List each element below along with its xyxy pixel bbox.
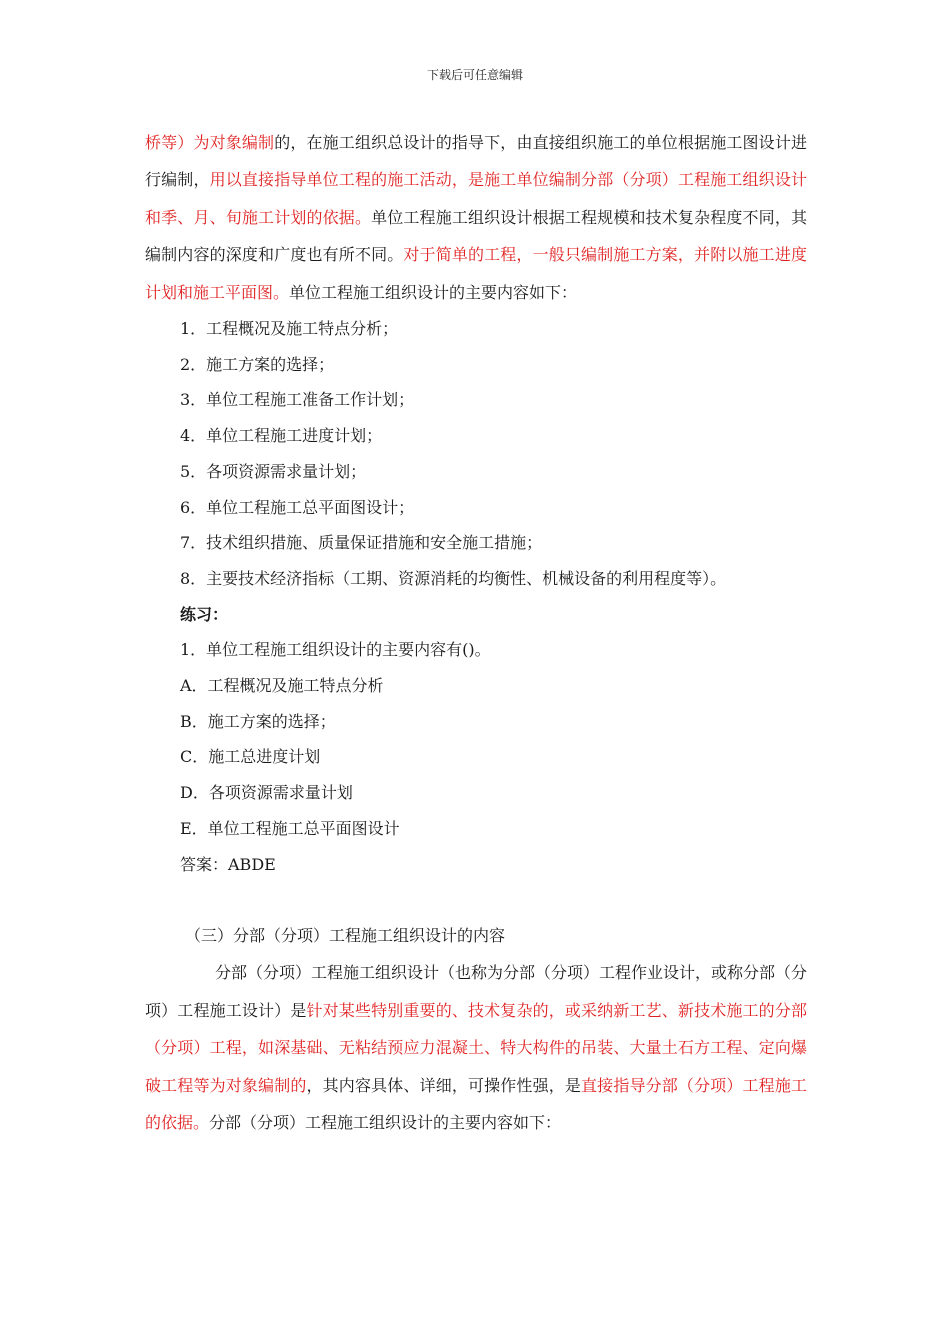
- contents-item: 3．单位工程施工准备工作计划；: [180, 390, 415, 410]
- section-red-2: 直接指导分部（分项）工程施工的依据。: [145, 1075, 807, 1132]
- section-red-1: 针对某些特别重要的、技术复杂的，或采纳新工艺、新技术施工的分部（分项）工程，如深基础、无粘结预应力混凝土、特大构件的吊装、大量土石方工程、定向爆破工程等为对象编制的: [145, 1000, 807, 1095]
- contents-item: 5．各项资源需求量计划；: [180, 461, 367, 481]
- section-title: （三）分部（分项）工程施工组织设计的内容: [185, 926, 506, 946]
- contents-item: 7．技术组织措施、质量保证措施和安全施工措施；: [180, 533, 543, 553]
- exercise-answer: 答案：ABDE: [180, 854, 276, 874]
- exercise-option: E．单位工程施工总平面图设计: [180, 818, 400, 838]
- intro-black-1: 的，在施工组织总设计的指导下，由直接组织施工的单位根据施工图设计进行编制，: [145, 133, 807, 190]
- exercise-title: 练习：: [180, 604, 229, 624]
- exercise-option: C．施工总进度计划: [180, 747, 321, 767]
- intro-red-1: 桥等）为对象编制: [145, 133, 275, 152]
- section-paragraph: [145, 954, 807, 1141]
- contents-list: [145, 311, 807, 597]
- contents-item: 2．施工方案的选择；: [180, 354, 335, 374]
- section-black-1: 分部（分项）工程施工组织设计（也称为分部（分项）工程作业设计，或称分部（分项）工程施工设计）是: [145, 963, 808, 1020]
- section-black-3: 分部（分项）工程施工组织设计的主要内容如下：: [209, 1112, 562, 1132]
- contents-item: 1．工程概况及施工特点分析；: [180, 319, 399, 339]
- contents-item: 8．主要技术经济指标（工期、资源消耗的均衡性、机械设备的利用程度等）。: [180, 568, 727, 588]
- exercise-option: A．工程概况及施工特点分析: [180, 676, 384, 696]
- intro-red-2: 用以直接指导单位工程的施工活动，是施工单位编制分部（分项）工程施工组织设计和季、月、旬施工计划的依据。: [145, 170, 807, 227]
- section-black-2: ，其内容具体、详细，可操作性强，是: [306, 1075, 582, 1095]
- contents-item: 4．单位工程施工进度计划；: [180, 426, 383, 446]
- exercise-question: 1．单位工程施工组织设计的主要内容有()。: [180, 640, 491, 660]
- spacer: [145, 882, 807, 918]
- document-body: [145, 124, 807, 1141]
- intro-black-3: 单位工程施工组织设计的主要内容如下：: [289, 282, 578, 302]
- exercise-option: B．施工方案的选择；: [180, 711, 336, 731]
- exercise-option: D．各项资源需求量计划: [180, 783, 353, 803]
- contents-item: 6．单位工程施工总平面图设计；: [180, 497, 415, 517]
- intro-red-3: 对于简单的工程，一般只编制施工方案，并附以施工进度计划和施工平面图。: [145, 245, 807, 302]
- intro-black-2: 单位工程施工组织设计根据工程规模和技术复杂程度不同，其编制内容的深度和广度也有所不同。: [145, 207, 807, 265]
- intro-paragraph: [145, 124, 807, 311]
- page-header: 下载后可任意编辑: [426, 68, 523, 82]
